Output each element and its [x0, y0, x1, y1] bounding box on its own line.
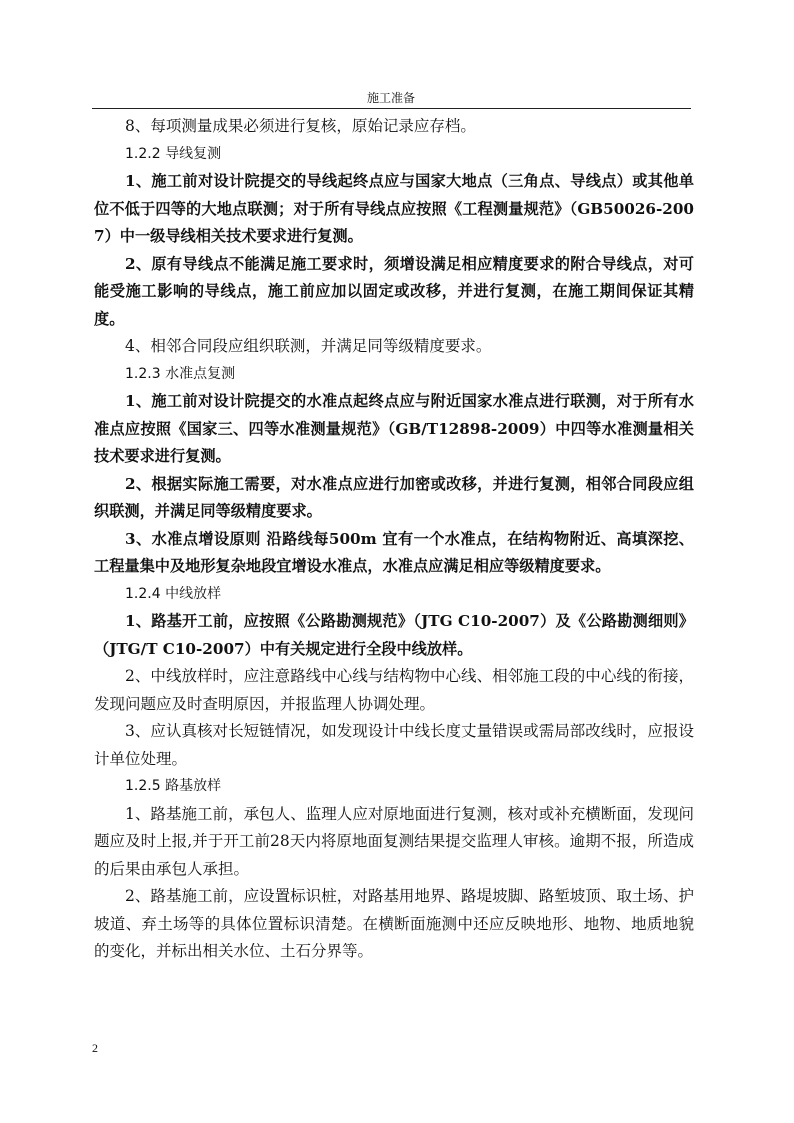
section-heading-traverse-survey: 1.2.2 导线复测 — [125, 145, 222, 162]
paragraph-survey-review: 8、每项测量成果必须进行复核，原始记录应存档。 — [125, 117, 476, 135]
paragraph-benchmark-item-2: 2、根据实际施工需要，对水准点应进行加密或改移，并进行复测，相邻合同段应组织联测，并满足同等级精度要求。 — [94, 474, 694, 520]
paragraph-traverse-item-1: 1、施工前对设计院提交的导线起终点应与国家大地点（三角点、导线点）或其他单位不低于四等的大地点联测；对于所有导线点应按照《工程测量规范》（GB50026-2007）中一级导线相关技术要求进行复测。 — [94, 172, 694, 245]
paragraph-subgrade-item-2: 2、路基施工前，应设置标识桩，对路基用地界、路堤坡脚、路堑坡顶、取土场、护坡道、弃土场等的具体位置标识清楚。在横断面施测中还应反映地形、地物、地质地貌的变化，并标出相关水位、土石分界等。 — [94, 887, 694, 960]
paragraph-centerline-item-1: 1、路基开工前，应按照《公路勘测规范》（JTG C10-2007）及《公路勘测细则》（JTG/T C10-2007）中有关规定进行全段中线放样。 — [94, 612, 694, 658]
paragraph-centerline-item-3: 3、应认真核对长短链情况，如发现设计中线长度丈量错误或需局部改线时，应报设计单位处理。 — [94, 722, 694, 768]
paragraph-centerline-item-2: 2、中线放样时，应注意路线中心线与结构物中心线、相邻施工段的中心线的衔接，发现问题应及时查明原因，并报监理人协调处理。 — [94, 667, 694, 713]
page-header-title: 施工准备 — [366, 91, 415, 105]
document-body — [94, 113, 694, 966]
paragraph-benchmark-item-1: 1、施工前对设计院提交的水准点起终点应与附近国家水准点进行联测，对于所有水准点应按照《国家三、四等水准测量规范》（GB/T12898-2009）中四等水准测量相关技术要求进行复测。 — [94, 392, 694, 465]
paragraph-traverse-item-4: 4、相邻合同段应组织联测，并满足同等级精度要求。 — [125, 337, 492, 355]
section-heading-subgrade-layout: 1.2.5 路基放样 — [125, 778, 222, 794]
paragraph-subgrade-item-1: 1、路基施工前，承包人、监理人应对原地面进行复测，核对或补充横断面，发现问题应及时上报,并于开工前28天内将原地面复测结果提交监理人审核。逾期不报，所造成的后果由承包人承担。 — [94, 804, 694, 878]
header-divider — [92, 108, 691, 109]
section-heading-benchmark-survey: 1.2.3 水准点复测 — [125, 365, 236, 382]
page-number: 2 — [92, 1041, 98, 1055]
section-heading-centerline-layout: 1.2.4 中线放样 — [125, 585, 222, 602]
paragraph-benchmark-item-3: 3、水准点增设原则 沿路线每500m 宜有一个水准点，在结构物附近、高填深挖、工程量集中及地形复杂地段宜增设水准点，水准点应满足相应等级精度要求。 — [94, 529, 694, 575]
paragraph-traverse-item-2: 2、原有导线点不能满足施工要求时，须增设满足相应精度要求的附合导线点，对可能受施工影响的导线点，施工前应加以固定或改移，并进行复测，在施工期间保证其精度。 — [94, 254, 694, 328]
